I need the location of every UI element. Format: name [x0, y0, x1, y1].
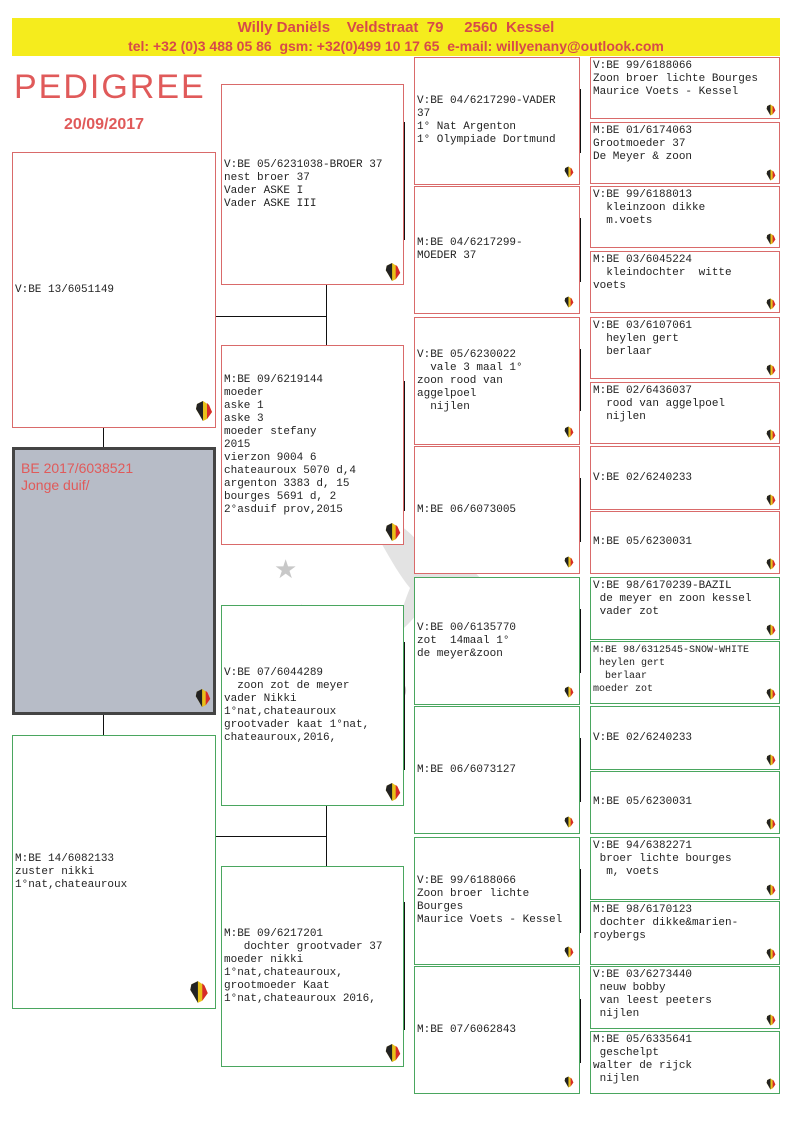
gen3-text: M:BE 04/6217299- MOEDER 37: [417, 237, 523, 262]
belgium-map-icon: [563, 556, 575, 568]
gen4-text: V:BE 03/6273440 neuw bobby van leest peeters nijlen: [593, 969, 712, 1020]
subject-ring: BE 2017/6038521: [21, 460, 134, 476]
gen3-text: M:BE 06/6073005: [417, 503, 517, 516]
belgium-map-icon: [384, 1043, 402, 1063]
belgium-map-icon: [563, 166, 575, 178]
subject-label: Jonge duif/: [21, 477, 90, 493]
gen4-card: [590, 1031, 780, 1094]
gen4-card: [590, 122, 780, 184]
granddam-dam-card: [221, 866, 404, 1067]
sire-text: V:BE 13/6051149: [15, 283, 115, 296]
belgium-map-icon: [765, 1014, 777, 1026]
gen4-card: [590, 966, 780, 1029]
belgium-map-icon: [563, 816, 575, 828]
belgium-map-icon: [765, 1078, 777, 1090]
gen4-text: M:BE 01/6174063 Grootmoeder 37 De Meyer & zoon: [593, 125, 693, 163]
belgium-map-icon: [765, 624, 777, 636]
page-title: PEDIGREE: [14, 68, 206, 106]
belgium-map-icon: [384, 262, 402, 282]
belgium-map-icon: [563, 946, 575, 958]
gen3-card: [414, 446, 580, 574]
belgium-map-icon: [765, 818, 777, 830]
gen3-card: [414, 837, 580, 965]
gen4-card: [590, 57, 780, 119]
belgium-map-icon: [765, 558, 777, 570]
gen3-card: [414, 966, 580, 1094]
belgium-map-icon: [765, 948, 777, 960]
gen3-card: [414, 706, 580, 834]
belgium-map-icon: [765, 494, 777, 506]
gen4-text: V:BE 98/6170239-BAZIL de meyer en zoon kessel vader zot: [593, 580, 752, 618]
gen3-card: [414, 317, 580, 445]
gen3-text: V:BE 04/6217290-VADER 37 1° Nat Argenton 1° Olympiade Dortmund: [417, 95, 556, 146]
belgium-map-icon: [563, 686, 575, 698]
gen4-card: [590, 837, 780, 900]
gen4-text: M:BE 03/6045224 kleindochter witte voets: [593, 254, 732, 292]
belgium-map-icon: [563, 1076, 575, 1088]
gen4-card: [590, 901, 780, 965]
gen4-text: M:BE 98/6170123 dochter dikke&marien- roybergs: [593, 904, 739, 942]
pedigree-date: 20/09/2017: [64, 116, 145, 133]
star-icon: ★: [274, 555, 298, 585]
belgium-map-icon: [563, 426, 575, 438]
belgium-map-icon: [765, 298, 777, 310]
sire-card: [12, 152, 216, 428]
gen4-card: [590, 446, 780, 510]
belgium-map-icon: [194, 688, 212, 708]
belgium-map-icon: [188, 980, 210, 1004]
gen3-text: V:BE 05/6230022 vale 3 maal 1° zoon rood van aggelpoel nijlen: [417, 348, 523, 413]
grandsire-dam-text: V:BE 07/6044289 zoon zot de meyer vader Nikki 1°nat,chateauroux grootvader kaat 1°nat, chateauroux,2016,: [224, 666, 370, 744]
gen4-text: V:BE 99/6188013 kleinzoon dikke m.voets: [593, 189, 706, 227]
gen4-text: M:BE 05/6230031: [593, 796, 693, 808]
belgium-map-icon: [765, 884, 777, 896]
breeder-contact: tel: +32 (0)3 488 05 86 gsm: +32(0)499 10 17 65 e-mail: willyenany@outlook.com: [128, 38, 664, 54]
subject-bird-card: [12, 447, 216, 715]
dam-card: [12, 735, 216, 1009]
belgium-map-icon: [765, 233, 777, 245]
gen4-card: [590, 186, 780, 248]
gen4-card: [590, 577, 780, 640]
gen3-text: V:BE 99/6188066 Zoon broer lichte Bourges Maurice Voets - Kessel: [417, 875, 563, 926]
belgium-map-icon: [765, 688, 777, 700]
gen3-text: V:BE 00/6135770 zot 14maal 1° de meyer&zoon: [417, 621, 517, 660]
belgium-map-icon: [765, 169, 777, 181]
gen3-text: M:BE 06/6073127: [417, 763, 517, 776]
belgium-map-icon: [765, 429, 777, 441]
belgium-map-icon: [384, 522, 402, 542]
gen4-card: [590, 706, 780, 770]
grandsire-sire-card: [221, 84, 404, 285]
gen3-text: M:BE 07/6062843: [417, 1023, 517, 1036]
belgium-map-icon: [765, 364, 777, 376]
gen4-card: [590, 641, 780, 704]
dam-text: M:BE 14/6082133 zuster nikki 1°nat,chateauroux: [15, 852, 128, 891]
gen4-text: M:BE 98/6312545-SNOW-WHITE heylen gert berlaar moeder zot: [593, 645, 750, 695]
gen4-text: V:BE 03/6107061 heylen gert berlaar: [593, 320, 693, 358]
gen4-text: V:BE 99/6188066 Zoon broer lichte Bourges Maurice Voets - Kessel: [593, 60, 759, 98]
breeder-name-address: Willy Daniëls Veldstraat 79 2560 Kessel: [237, 19, 555, 36]
gen4-card: [590, 382, 780, 444]
granddam-sire-text: M:BE 09/6219144 moeder aske 1 aske 3 moeder stefany 2015 vierzon 9004 6 chateauroux 5070 d,4 argenton 3383 d, 15 bourges 5691 d, 2 2°asduif prov,2015: [224, 373, 357, 516]
granddam-sire-card: [221, 345, 404, 545]
gen3-card: [414, 577, 580, 705]
granddam-dam-text: M:BE 09/6217201 dochter grootvader 37 moeder nikki 1°nat,chateauroux, grootmoeder Kaat 1°nat,chateauroux 2016,: [224, 927, 383, 1005]
grandsire-sire-text: V:BE 05/6231038-BROER 37 nest broer 37 Vader ASKE I Vader ASKE III: [224, 158, 383, 210]
belgium-map-icon: [563, 296, 575, 308]
gen3-card: [414, 57, 580, 185]
belgium-map-icon: [384, 782, 402, 802]
gen4-card: [590, 511, 780, 574]
header-banner: [12, 18, 780, 56]
gen3-card: [414, 186, 580, 314]
gen4-text: V:BE 02/6240233: [593, 731, 693, 744]
gen4-card: [590, 317, 780, 379]
belgium-map-icon: [194, 400, 214, 422]
grandsire-dam-card: [221, 605, 404, 806]
gen4-text: M:BE 05/6230031: [593, 536, 693, 548]
gen4-card: [590, 251, 780, 313]
gen4-text: V:BE 94/6382271 broer lichte bourges m, voets: [593, 840, 732, 878]
belgium-map-icon: [765, 104, 777, 116]
gen4-text: M:BE 02/6436037 rood van aggelpoel nijlen: [593, 385, 726, 423]
gen4-text: V:BE 02/6240233: [593, 471, 693, 484]
gen4-card: [590, 771, 780, 834]
gen4-text: M:BE 05/6335641 geschelpt walter de rijck nijlen: [593, 1034, 693, 1085]
belgium-map-icon: [765, 754, 777, 766]
